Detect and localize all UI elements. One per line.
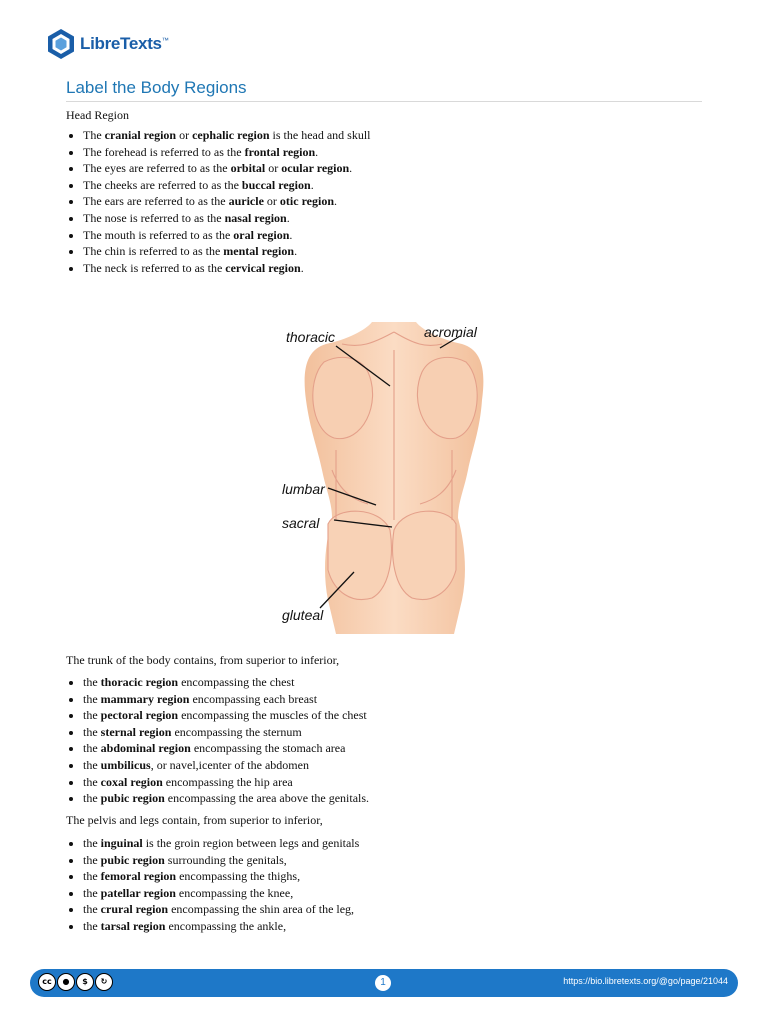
sa-icon: ↻ <box>95 973 113 991</box>
nc-icon: $ <box>76 973 94 991</box>
list-item: the thoracic region encompassing the chest <box>66 674 369 691</box>
list-item: The forehead is referred to as the frontal region. <box>66 144 371 161</box>
page-title: Label the Body Regions <box>66 78 247 97</box>
list-item: the crural region encompassing the shin area of the leg, <box>66 901 359 918</box>
list-item: the pectoral region encompassing the muscles of the chest <box>66 707 369 724</box>
list-item: the umbilicus, or navel,icenter of the abdomen <box>66 757 369 774</box>
list-item: The neck is referred to as the cervical region. <box>66 260 371 277</box>
page-number: 1 <box>375 975 391 991</box>
head-region-list <box>66 127 371 276</box>
page-url-link[interactable]: https://bio.libretexts.org/@go/page/21044 <box>563 976 728 986</box>
list-item: the pubic region surrounding the genitals, <box>66 852 359 869</box>
list-item: The ears are referred to as the auricle or otic region. <box>66 193 371 210</box>
list-item: The nose is referred to as the nasal region. <box>66 210 371 227</box>
trunk-region-list <box>66 674 369 807</box>
label-gluteal: gluteal <box>282 607 324 623</box>
label-sacral: sacral <box>282 515 320 531</box>
label-thoracic: thoracic <box>286 329 336 345</box>
cc-icon: cc <box>38 973 56 991</box>
list-item: the tarsal region encompassing the ankle, <box>66 918 359 935</box>
legs-intro: The pelvis and legs contain, from superior to inferior, <box>66 813 323 827</box>
label-lumbar: lumbar <box>282 481 325 497</box>
list-item: The cheeks are referred to as the buccal region. <box>66 177 371 194</box>
by-icon: ● <box>57 973 75 991</box>
body-back-diagram <box>276 320 492 634</box>
list-item: The chin is referred to as the mental region. <box>66 243 371 260</box>
label-acromial: acromial <box>424 324 477 340</box>
cc-license-badge[interactable] <box>38 973 114 991</box>
trunk-intro: The trunk of the body contains, from superior to inferior, <box>66 653 340 667</box>
list-item: the femoral region encompassing the thighs, <box>66 868 359 885</box>
page-footer <box>30 969 738 997</box>
list-item: the inguinal is the groin region between legs and genitals <box>66 835 359 852</box>
list-item: the pubic region encompassing the area above the genitals. <box>66 790 369 807</box>
list-item: The cranial region or cephalic region is the head and skull <box>66 127 371 144</box>
libretexts-logo-icon <box>46 28 76 60</box>
logo-text: LibreTexts™ <box>80 34 169 53</box>
libretexts-logo[interactable] <box>46 28 168 60</box>
title-divider <box>66 101 702 102</box>
head-region-heading: Head Region <box>66 108 129 122</box>
list-item: The mouth is referred to as the oral region. <box>66 227 371 244</box>
list-item: the patellar region encompassing the knee, <box>66 885 359 902</box>
list-item: the coxal region encompassing the hip area <box>66 774 369 791</box>
legs-region-list <box>66 835 359 935</box>
list-item: the mammary region encompassing each breast <box>66 691 369 708</box>
list-item: the sternal region encompassing the sternum <box>66 724 369 741</box>
list-item: the abdominal region encompassing the stomach area <box>66 740 369 757</box>
list-item: The eyes are referred to as the orbital or ocular region. <box>66 160 371 177</box>
